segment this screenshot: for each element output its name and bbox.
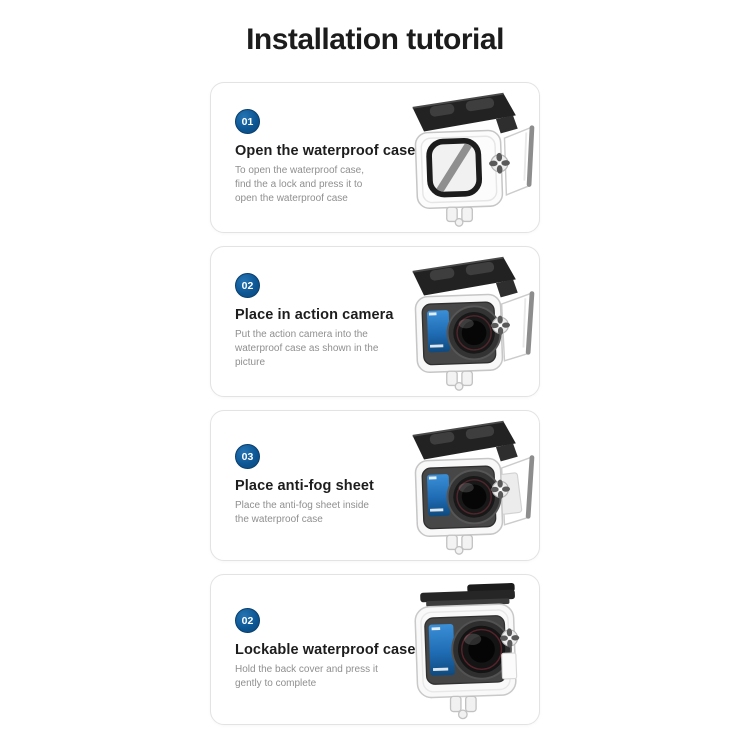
step-title: Place in action camera: [235, 307, 394, 323]
anti-fog-sheet-inside-case-illustration: [384, 415, 536, 557]
step-2-figure: [381, 247, 539, 396]
step-1-figure: [381, 83, 539, 232]
step-title: Place anti-fog sheet: [235, 478, 374, 494]
step-2-text-block: [211, 247, 394, 396]
step-3-figure: [381, 411, 539, 560]
step-1-text-block: [211, 83, 416, 232]
open-empty-waterproof-case-illustration: [384, 87, 536, 229]
step-number-badge: 02: [235, 273, 260, 298]
step-3-text-block: [211, 411, 381, 560]
closed-waterproof-case-front-illustration: [384, 579, 536, 721]
step-description: Hold the back cover and press it gently to complete: [235, 664, 378, 689]
steps-list: [210, 82, 540, 725]
step-card-2: [210, 246, 540, 397]
step-number-badge: 02: [235, 608, 260, 633]
step-description: To open the waterproof case, find the a lock and press it to open the waterproof case: [235, 165, 364, 204]
action-camera-inside-open-case-illustration: [384, 251, 536, 393]
step-card-4: [210, 574, 540, 725]
step-number-badge: 01: [235, 109, 260, 134]
step-4-text-block: [211, 575, 416, 724]
step-card-1: [210, 82, 540, 233]
step-card-3: [210, 410, 540, 561]
step-title: Lockable waterproof case: [235, 642, 416, 658]
page-title: Installation tutorial: [246, 23, 504, 56]
step-title: Open the waterproof case: [235, 143, 416, 159]
step-description: Place the anti-fog sheet inside the waterproof case: [235, 500, 369, 525]
step-number-badge: 03: [235, 444, 260, 469]
step-description: Put the action camera into the waterproof case as shown in the picture: [235, 329, 379, 368]
step-4-figure: [381, 575, 539, 724]
